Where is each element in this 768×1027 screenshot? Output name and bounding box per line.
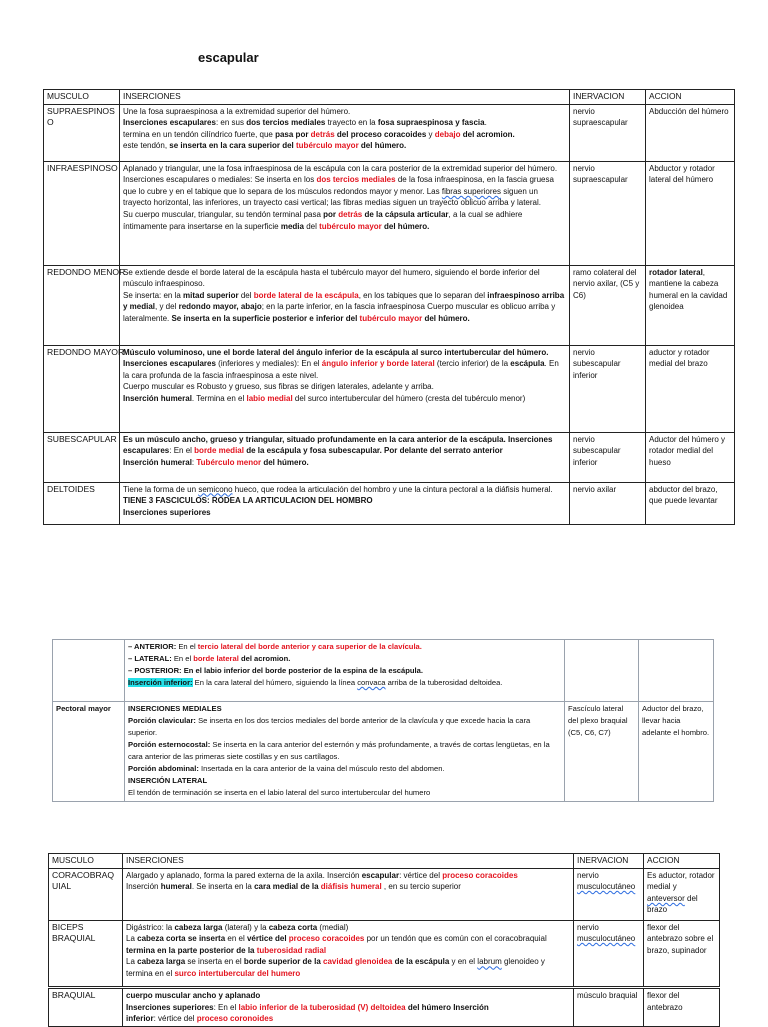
text-span: del <box>238 290 254 300</box>
text-span: Inserciones escapulares <box>123 118 216 128</box>
text-span: del húmero. <box>358 141 407 151</box>
text-span: surco intertubercular del humero <box>174 968 301 978</box>
text-span: humeral <box>160 882 192 892</box>
text-line <box>123 174 566 209</box>
innervation-cell <box>574 868 644 920</box>
text-span: del <box>303 221 320 231</box>
empty-cell <box>565 640 639 702</box>
header-innervation: INERVACION <box>574 854 644 869</box>
text-line <box>123 163 566 175</box>
text-span: detrás <box>310 129 335 139</box>
table-row <box>44 265 735 345</box>
text-span: semicono <box>198 484 233 494</box>
text-span: infraespinoso arriba y medial <box>123 290 565 312</box>
text-span: (lateral) y la <box>222 922 269 932</box>
text-span: arriba de la tuberosidad deltoidea. <box>385 678 503 687</box>
insertions-cell <box>125 640 565 702</box>
text-span: fibras superiores <box>441 186 501 196</box>
highlighted-label: Inserción inferior: <box>128 678 193 687</box>
innervation-cell: Fascículo lateral del plexo braquial (C5, C6, C7) <box>565 702 639 802</box>
innervation-cell: nervio subescapular inferior <box>570 345 646 432</box>
empty-cell <box>639 640 714 702</box>
text-span: En el <box>171 654 194 663</box>
text-span: de la cápsula articular <box>362 209 449 219</box>
insertions-cell <box>123 989 574 1027</box>
text-line <box>123 457 566 469</box>
muscle-name: BRAQUIAL <box>49 989 123 1027</box>
header-action: ACCION <box>644 854 720 869</box>
text-span: proceso coronoides <box>196 1014 274 1024</box>
text-span: Inserción <box>126 882 161 892</box>
text-span: en el <box>225 934 247 944</box>
text-span: escapular <box>361 870 400 880</box>
text-span: tuberosidad radial <box>256 945 327 955</box>
text-span: vértice del <box>246 934 289 944</box>
text-span: Tiene la forma de un <box>123 484 199 494</box>
text-span: del acromion. <box>238 654 291 663</box>
text-span: del húmero. <box>422 313 470 323</box>
text-span: ; en la parte inferior, en la fascia infraespinosa Cuerpo muscular es oblicuo arriba y lateralmente. <box>123 302 556 323</box>
text-span: (tercio inferior) de la <box>434 359 511 369</box>
header-muscle: MUSCULO <box>44 90 120 105</box>
text-span: Inserciones escapulares <box>123 359 216 369</box>
table-row <box>44 104 735 161</box>
text-span: : En el <box>213 1002 239 1012</box>
text-line <box>128 763 561 775</box>
text-line <box>123 129 566 141</box>
text-span: Porción clavicular: <box>128 716 196 725</box>
action-cell: flexor del antebrazo sobre el brazo, supinador <box>644 920 720 986</box>
muscle-name: REDONDO MENOR <box>44 265 120 345</box>
insertions-cell <box>120 161 570 265</box>
text-line <box>126 1002 570 1014</box>
table-row <box>49 989 720 1027</box>
text-span: de la fosa infraespinosa, en la fascia gruesa que lo cubre y en el tabique que lo separa de los músculos redondos mayor y menor. Las <box>123 175 554 196</box>
muscle-name: REDONDO MAYOR <box>44 345 120 432</box>
text-line <box>126 881 570 893</box>
text-span: cara medial de la <box>254 882 321 892</box>
text-span: : En el <box>169 446 195 456</box>
table-header-row <box>49 854 720 869</box>
section-heading: INSERCIÓN LATERAL <box>128 776 208 785</box>
text-line <box>123 209 566 232</box>
text-span: siguen un trayecto horizontal, las inferiores, un trayecto casi vertical; las fibras medias siguen un trayecto oblicuo arriba y lateral. <box>123 186 541 208</box>
text-span: proceso coracoides <box>442 870 518 880</box>
section-heading: INSERCIONES MEDIALES <box>128 704 222 713</box>
text-span: Inserciones superiores <box>123 507 211 517</box>
text-line <box>126 933 570 956</box>
page-title: escapular <box>198 50 259 65</box>
text-span: , mantiene la cabeza humeral en la cavidad glenoidea <box>649 267 728 312</box>
action-cell: Abducción del húmero <box>646 104 735 161</box>
text-span: del acromion. <box>460 129 515 139</box>
text-span: de la escápula y fosa subescapular. Por delante del serrato anterior <box>243 446 503 456</box>
table-row <box>53 640 714 702</box>
text-line <box>126 922 570 934</box>
text-span: mitad superior <box>183 290 239 300</box>
text-line <box>123 484 566 507</box>
text-line <box>128 665 561 677</box>
text-span: cabeza larga <box>137 957 186 967</box>
text-line <box>128 641 561 653</box>
arm-muscles-table <box>48 853 720 987</box>
text-span: Se inserta en la superficie posterior e inferior del <box>171 313 360 323</box>
text-span: tubérculo mayor <box>296 141 359 151</box>
text-span: del húmero. <box>261 457 309 467</box>
text-span: por <box>323 209 339 219</box>
text-span: cabeza corta <box>268 922 318 932</box>
text-line <box>123 106 566 118</box>
text-span: (medial) <box>317 922 349 932</box>
text-span: . <box>484 118 487 128</box>
text-span: . Termina en el <box>191 393 247 403</box>
muscle-name: BICEPS BRAQUIAL <box>49 920 123 986</box>
innervation-cell: nervio axilar <box>570 482 646 524</box>
text-span: anteversor <box>647 893 685 903</box>
innervation-cell: ramo colateral del nervio axilar, (C5 y C6) <box>570 265 646 345</box>
text-span: tercio lateral del borde anterior y cara superior de la clavícula. <box>197 642 422 651</box>
text-span: Se inserta en los dos tercios mediales del borde anterior de la clavícula y que excede hacia la cara superior. <box>128 716 531 737</box>
text-line <box>123 507 566 519</box>
action-cell: Aductor del húmero y rotador medial del hueso <box>646 432 735 482</box>
text-span: glenoideo y termina en el <box>126 957 545 978</box>
text-span: tubérculo mayor <box>319 221 382 231</box>
text-span: y <box>426 129 435 139</box>
text-span: redondo mayor, abajo <box>178 302 262 312</box>
muscle-name: SUPRAESPINOSO <box>44 104 120 161</box>
insertions-cell <box>123 868 574 920</box>
text-span: nervio <box>577 870 599 880</box>
text-span: del húmero. <box>381 221 430 231</box>
text-span: proceso coracoides <box>288 934 365 944</box>
table-row <box>49 920 720 986</box>
text-line <box>123 358 566 381</box>
insertions-cell <box>125 702 565 802</box>
text-line: El tendón de terminación se inserta en el labio lateral del surco intertubercular del humero <box>128 788 431 797</box>
table-row <box>44 432 735 482</box>
text-span: Se inserta en la cara anterior del esternón y más profundamente, a través de cortas lengüetas, en la cara anterior de las primeras siete costillas y en sus cartílagos. <box>128 740 550 761</box>
text-span: labio inferior de la tuberosidad (V) deltoidea <box>238 1002 406 1012</box>
text-span: del húmero Inserción <box>405 1002 489 1012</box>
text-line <box>123 347 566 359</box>
text-span: , a la cual se adhiere íntimamente para insertarse en la superficie <box>123 209 523 231</box>
text-span: debajo <box>434 129 461 139</box>
innervation-cell: nervio supraescapular <box>570 161 646 265</box>
innervation-cell: nervio supraescapular <box>570 104 646 161</box>
action-cell: Aductor del brazo, llevar hacia adelante el hombro. <box>639 702 714 802</box>
text-span: : vértice del <box>153 1014 197 1024</box>
text-span: Aplanado y triangular, une la fosa infraespinosa de la escápula con la cara posterior de la extremidad superior del húmero. <box>123 163 558 173</box>
text-span: borde lateral de la escápula <box>253 290 359 300</box>
text-span: Cuerpo muscular es Robusto y grueso, sus fibras se dirigen laterales, adelante y arriba. <box>123 382 434 392</box>
text-span: Insertada en la cara anterior de la vaina del músculo resto del abdomen. <box>198 764 445 773</box>
table-row <box>44 345 735 432</box>
text-span: cabeza corta se inserta <box>137 934 226 944</box>
text-span: , en los tabiques que lo separan del <box>358 290 488 300</box>
table-row <box>44 482 735 524</box>
text-line <box>123 267 566 290</box>
text-span: En el <box>176 642 198 651</box>
text-span: . En la cara profunda de la fascia infraespinosa a este nivel. <box>123 359 559 380</box>
text-span: fosa supraespinosa y fascia <box>377 118 485 128</box>
muscle-name: INFRAESPINOSO <box>44 161 120 265</box>
muscle-name: CORACOBRAQUIAL <box>49 868 123 920</box>
text-span: Músculo voluminoso, une el borde lateral del ángulo inferior de la escápula al surco intertubercular del húmero. <box>123 347 549 357</box>
header-action: ACCION <box>646 90 735 105</box>
text-line <box>123 140 566 152</box>
text-line <box>123 117 566 129</box>
insertions-cell <box>120 265 570 345</box>
text-span: labrum <box>477 957 502 967</box>
text-span: Alargado y aplanado, forma la pared externa de la axila. Inserción <box>126 870 362 880</box>
header-innervation: INERVACION <box>570 90 646 105</box>
deltoid-pectoral-table <box>52 639 714 802</box>
text-span: Inserción humeral <box>123 457 192 467</box>
text-line <box>123 290 566 325</box>
text-span: : <box>191 457 197 467</box>
text-span: nervio <box>577 922 599 932</box>
text-span: Porción esternocostal: <box>128 740 211 749</box>
text-span: media <box>280 221 304 231</box>
text-span: tubérculo mayor <box>359 313 423 323</box>
text-span: – ANTERIOR: <box>128 642 177 651</box>
insertions-cell <box>120 345 570 432</box>
text-span: TIENE 3 FASCICULOS: RODEA LA ARTICULACION DEL HOMBRO <box>123 496 373 506</box>
text-span: Une la fosa supraespinosa a la extremidad superior del húmero. <box>123 106 351 116</box>
text-span: Su cuerpo muscular, triangular, su tendón terminal pasa <box>123 209 324 219</box>
text-span: dos tercios mediales <box>246 118 326 128</box>
text-span: La <box>126 957 138 967</box>
insertions-cell <box>120 432 570 482</box>
muscle-name: SUBESCAPULAR <box>44 432 120 482</box>
text-span: de la escápula <box>392 957 450 967</box>
text-span: labio medial <box>246 393 293 403</box>
text-span: dos tercios mediales <box>316 175 396 185</box>
text-span: Se inserta: en la <box>123 290 184 300</box>
muscle-name: DELTOIDES <box>44 482 120 524</box>
action-cell: abductor del brazo, que puede levantar <box>646 482 735 524</box>
text-span: este tendón, <box>123 141 170 151</box>
text-span: musculocutáneo <box>577 934 636 944</box>
action-cell: flexor del antebrazo <box>644 989 720 1027</box>
text-span: , y del <box>155 302 179 312</box>
insertions-cell <box>120 104 570 161</box>
text-span: y en el <box>449 957 478 967</box>
text-span: se inserta en el <box>185 957 244 967</box>
text-span: rotador lateral <box>649 267 703 277</box>
empty-cell <box>53 640 125 702</box>
innervation-cell: músculo braquial <box>574 989 644 1027</box>
text-span: hueco, que rodea la articulación del hombro y une la cintura pectoral a la diáfisis humeral. <box>232 484 553 494</box>
action-cell <box>646 265 735 345</box>
innervation-cell: nervio subescapular inferior <box>570 432 646 482</box>
text-span: Inserción humeral <box>123 393 192 403</box>
header-insertions: INSERCIONES <box>123 854 574 869</box>
text-span: por un tendón que es común con el coracobraquial <box>364 934 547 944</box>
insertions-cell <box>120 482 570 524</box>
table-row <box>49 868 720 920</box>
muscle-name: Pectoral mayor <box>53 702 125 802</box>
text-span: pasa por <box>275 129 311 139</box>
text-line <box>126 956 570 979</box>
text-span: termina en la parte posterior de la <box>126 945 257 955</box>
text-span: termina en un tendón cilíndrico fuerte, que <box>123 129 276 139</box>
table-row <box>44 161 735 265</box>
action-cell <box>644 868 720 920</box>
text-span: Tubérculo menor <box>196 457 262 467</box>
text-span: del surco intertubercular del húmero (cresta del tubérculo menor) <box>292 393 526 403</box>
text-line <box>128 677 561 689</box>
innervation-cell <box>574 920 644 986</box>
text-span: musculocutáneo <box>577 882 636 892</box>
text-span: borde superior de la <box>243 957 323 967</box>
text-span: diáfisis humeral <box>320 882 382 892</box>
table-row <box>53 702 714 802</box>
text-span: trayecto en la <box>325 118 378 128</box>
text-span: , en su tercio superior <box>381 882 461 892</box>
text-span: . Se inserta en la <box>191 882 255 892</box>
text-span: borde medial <box>194 446 244 456</box>
text-span: convaca <box>357 678 386 687</box>
text-span: se inserta en la cara superior del <box>169 141 296 151</box>
text-span: Es aductor, rotador medial y <box>647 870 715 892</box>
text-span: Se extiende desde el borde lateral de la escápula hasta el tubérculo mayor del humero, siguiendo el borde inferior del músculo infraespinoso. <box>123 267 540 289</box>
text-span: detrás <box>338 209 363 219</box>
action-cell: Abductor y rotador lateral del húmero <box>646 161 735 265</box>
text-line <box>128 653 561 665</box>
text-span: : vértice del <box>399 870 443 880</box>
text-span: : en sus <box>215 118 247 128</box>
text-line <box>123 434 566 457</box>
text-span: del brazo <box>647 893 698 915</box>
text-line <box>126 870 570 882</box>
text-span: La <box>126 934 138 944</box>
text-line <box>128 715 561 739</box>
text-span: Porción abdominal: <box>128 764 199 773</box>
text-span: cabeza larga <box>174 922 223 932</box>
text-span: En el labio inferior del borde posterior de la espina de la escápula. <box>181 666 423 675</box>
scapular-muscles-table <box>43 89 735 525</box>
text-span: inferior <box>126 1014 154 1024</box>
text-span: cavidad glenoidea <box>323 957 393 967</box>
text-span: Es un músculo ancho, grueso y triangular, situado profundamente en la cara anterior de la escápula. Inserciones escapulares <box>123 434 553 456</box>
text-span: escápula <box>510 359 545 369</box>
brachialis-table <box>48 988 720 1027</box>
text-line <box>123 393 566 405</box>
text-span: ángulo inferior y borde lateral <box>321 359 435 369</box>
header-muscle: MUSCULO <box>49 854 123 869</box>
action-cell: aductor y rotador medial del brazo <box>646 345 735 432</box>
insertions-cell <box>123 920 574 986</box>
text-span: – POSTERIOR: <box>128 666 182 675</box>
text-span: Inserciones escapulares o mediales: Se inserta en los <box>123 175 317 185</box>
header-insertions: INSERCIONES <box>120 90 570 105</box>
text-line <box>126 1013 570 1025</box>
text-line <box>123 381 566 393</box>
text-span: (inferiores y mediales): En el <box>215 359 322 369</box>
text-line: cuerpo muscular ancho y aplanado <box>126 991 261 1000</box>
text-span: borde lateral <box>193 654 239 663</box>
text-line <box>128 739 561 763</box>
text-span: En la cara lateral del húmero, siguiendo la línea <box>192 678 358 687</box>
text-span: – LATERAL: <box>128 654 172 663</box>
table-header-row <box>44 90 735 105</box>
text-span: Digástrico: la <box>126 922 175 932</box>
text-span: Inserciones superiores <box>126 1002 214 1012</box>
text-span: del proceso coracoides <box>334 129 427 139</box>
